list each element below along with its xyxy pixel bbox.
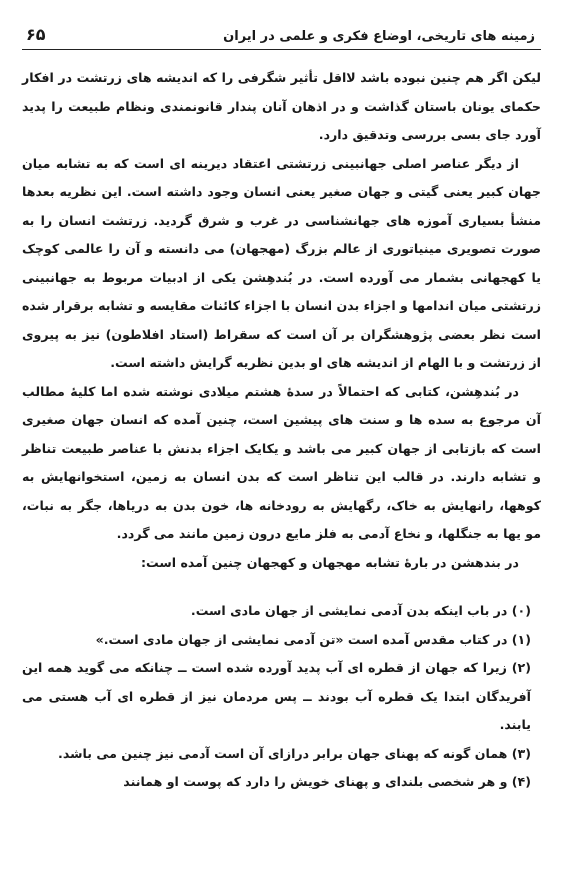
paragraph-1: لیکن اگر هم چنین نبوده باشد لااقل تأثیر شگرفی را که اندیشه های زرتشت در افکار حکمای یونان باستان گذاشت و در اذهان آنان پندار قانونمندی ونظام طبیعت را پدید آورد جای بسی بررسی وتدقیق دارد. — [22, 70, 541, 142]
header-rule — [22, 49, 541, 50]
page-number: ۶۵ — [26, 25, 46, 44]
list-item-2: (۲) زیرا که جهان از قطره ای آب پدید آورده شده است ــ چنانکه می گوید همه این آفریدگان ابتدا یک قطره آب بودند ــ پس مردمان نیز از قطره ای آب هستی می یابند. — [22, 660, 531, 732]
list-item-1: (۱) در کتاب مقدس آمده است «تن آدمی نمایشی از جهان مادی است.» — [95, 631, 531, 647]
paragraph-3: در بُندهِشن، کتابی که احتمالاً در سدهٔ هشتم میلادی نوشته شده اما کلیهٔ مطالب آن مرجوع به سده ها و سنت های پیشین است، چنین آمده که انسان جهان صغیری است که بازتابی از جهان کبیر می باشد و یکایک اجزاء بدنش با عناصر طبیعت تناظر و تشابه دارند. در قالب این تناظر است که بدن انسان به زمین، استخوانهایش به کوهها، رانهایش به خاک، رگهایش به رودخانه ها، خون بدن به دریاها، جگر به نبات، مو یها به جنگلها، و نخاع آدمی به فلز مایع درون زمین مانند می گردد. — [22, 383, 541, 541]
list-item-4: (۴) و هر شخصی بلندای و پهنای خویش را دارد که پوست او همانند — [123, 774, 531, 789]
body-text — [22, 64, 541, 577]
list-item-3: (۳) همان گونه که پهنای جهان برابر درازای آن است آدمی نیز چنین می باشد. — [58, 745, 531, 761]
paragraph-4: در بندهشن در بارهٔ تشابه مهجهان و کهجهان چنین آمده است: — [141, 554, 519, 570]
page-header — [22, 18, 541, 47]
running-title: زمینه های تاریخی، اوضاع فکری و علمی در ایران — [223, 29, 535, 44]
paragraph-2: از دیگر عناصر اصلی جهانبینی زرتشتی اعتقاد دیرینه ای است که به تشابه میان جهان کبیر یعنی گیتی و جهان صغیر یعنی انسان وجود داشته است. این نظریه بعدها منشأ بسیاری آموزه های جهانشناسی در غرب و شرق گردید. زرتشت انسان را به صورت تصویری مینیاتوری از عالم بزرگ (مهجهان) می دانسته و آن را عالمی کوچک یا کهجهانی بشمار می آورده است. در بُندهِشن یکی از ادبیات مربوط به جهانبینی زرتشتی میان اندامها و اجزاء بدن انسان با اجزاء کائنات مقایسه و تشابه برقرار شده است نظر بعضی پژوهشگران بر آن است که سقراط (استاد افلاطون) نیز به پیروی از زرتشت و با الهام از اندیشه های او بدین نظریه گرایش داشته است. — [22, 155, 541, 370]
numbered-list — [22, 597, 541, 797]
list-item-0: (۰) در باب اینکه بدن آدمی نمایشی از جهان مادی است. — [190, 603, 531, 618]
